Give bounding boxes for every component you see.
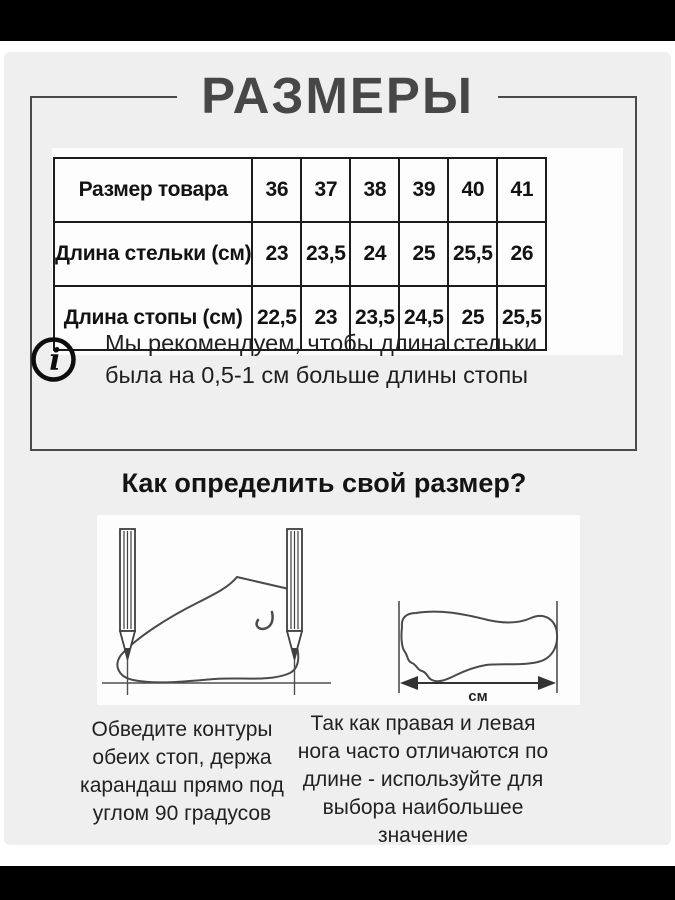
size-table-panel	[52, 148, 623, 355]
table-cell: 25,5	[448, 222, 497, 286]
foot-tracing-illustration	[99, 515, 399, 705]
size-chart-infographic	[4, 52, 671, 845]
table-cell: 23	[301, 286, 350, 350]
table-cell: 40	[448, 158, 497, 222]
recommendation-line: была на 0,5-1 см больше длины стопы	[105, 362, 529, 388]
table-cell: 25,5	[497, 286, 546, 350]
right-caption	[287, 710, 559, 850]
page-title	[4, 68, 671, 124]
size-table	[53, 157, 547, 351]
row-label: Размер товара	[54, 158, 252, 222]
page-title-text: РАЗМЕРЫ	[177, 68, 498, 124]
table-row-insole-length	[54, 222, 546, 286]
table-cell: 22,5	[252, 286, 301, 350]
info-icon	[30, 336, 77, 383]
table-cell: 24,5	[399, 286, 448, 350]
foot-side-outline	[117, 577, 298, 682]
caption-line: значение	[377, 824, 469, 847]
table-cell: 41	[497, 158, 546, 222]
caption-line: Обведите контуры	[91, 718, 273, 741]
table-cell: 23,5	[350, 286, 399, 350]
caption-line: карандаш прямо под	[80, 774, 284, 797]
table-cell: 36	[252, 158, 301, 222]
caption-line: обеих стоп, держа	[92, 746, 272, 769]
caption-line: нога часто отличаются по	[297, 740, 549, 763]
svg-text:i: i	[49, 342, 61, 378]
measure-unit-label: см	[468, 688, 488, 705]
table-cell: 25	[448, 286, 497, 350]
how-to-heading: Как определить свой размер?	[121, 468, 527, 498]
table-cell: 26	[497, 222, 546, 286]
caption-line: углом 90 градусов	[92, 802, 272, 825]
table-cell: 38	[350, 158, 399, 222]
recommendation-line: Мы рекомендуем, чтобы длина стельки	[105, 330, 538, 356]
pencil-icon	[287, 529, 302, 659]
table-cell: 23	[252, 222, 301, 286]
caption-line: Так как правая и левая	[310, 712, 536, 735]
row-label: Длина стельки (см)	[54, 222, 252, 286]
row-label: Длина стопы (см)	[54, 286, 252, 350]
recommendation-text	[105, 327, 537, 391]
table-cell: 37	[301, 158, 350, 222]
illustration-panel	[97, 515, 580, 705]
bottom-black-bar	[0, 866, 675, 900]
top-black-bar	[0, 0, 675, 41]
table-cell: 39	[399, 158, 448, 222]
recommendation-note	[30, 327, 537, 391]
left-caption	[64, 716, 300, 828]
caption-line: выбора наибольшее	[322, 796, 524, 819]
pencil-icon	[120, 529, 135, 659]
footprint-outline	[401, 612, 557, 682]
table-cell: 25	[399, 222, 448, 286]
table-cell: 23,5	[301, 222, 350, 286]
table-cell: 24	[350, 222, 399, 286]
caption-line: длине - используйте для	[302, 768, 544, 791]
foot-measure-illustration	[392, 515, 578, 705]
table-row-product-size	[54, 158, 546, 222]
